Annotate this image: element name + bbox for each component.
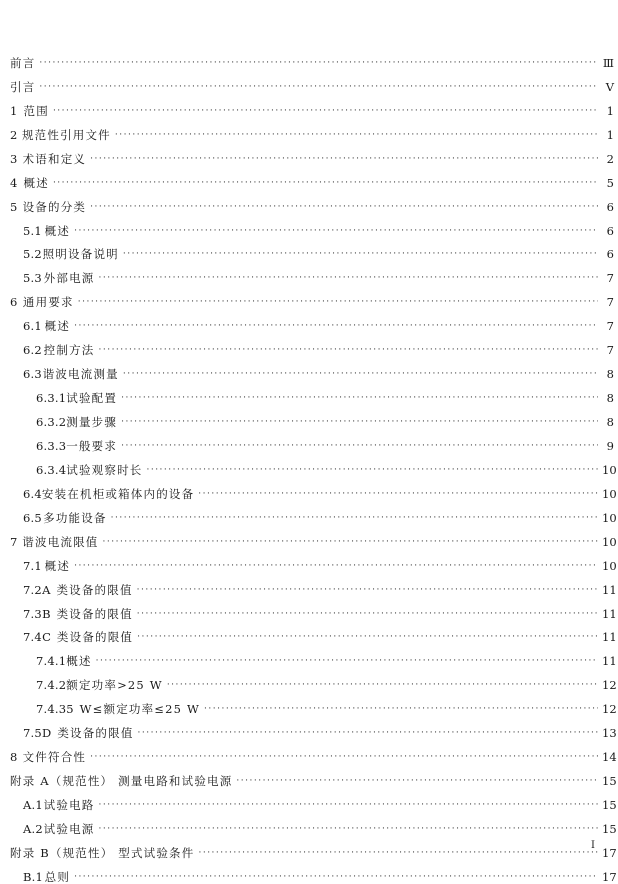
toc-entry-page: 11 <box>602 654 617 669</box>
toc-entry-page: 7 <box>606 343 614 358</box>
toc-entry-title: 总则 <box>44 869 71 884</box>
dot-leader <box>90 750 598 764</box>
toc-entry-title: 测量步骤 <box>66 415 118 429</box>
toc-entry-page: 1 <box>606 127 614 142</box>
toc-entry-number: 7.3 <box>23 606 42 621</box>
toc-entry-page: 1 <box>606 103 614 118</box>
dot-leader <box>137 583 598 597</box>
toc-entry-title: 文件符合性 <box>22 750 87 765</box>
toc-entry-title: 附录 B（规范性） 型式试验条件 <box>10 845 195 860</box>
dot-leader <box>96 654 598 668</box>
toc-entry[interactable] <box>10 597 617 621</box>
toc-entry-number: 6.5 <box>23 510 42 525</box>
toc-entry-page: 10 <box>602 510 617 525</box>
toc-entry-number: 6.3.2 <box>36 415 67 429</box>
dot-leader <box>90 152 598 166</box>
toc-entry[interactable] <box>10 405 614 429</box>
toc-entry-page: 14 <box>602 750 617 765</box>
toc-entry[interactable] <box>10 190 614 214</box>
toc-entry-page: 15 <box>602 774 617 789</box>
toc-entry-number: 5.2 <box>23 247 42 262</box>
dot-leader <box>115 128 598 142</box>
toc-entry-page: 12 <box>602 678 617 693</box>
toc-entry-title: 范围 <box>23 103 49 118</box>
dot-leader <box>98 822 598 836</box>
toc-entry-title: 额定功率>25 W <box>66 678 163 693</box>
toc-entry-title: 谐波电流测量 <box>42 367 119 382</box>
dot-leader <box>121 415 598 429</box>
dot-leader <box>167 678 598 692</box>
toc-entry-page: 12 <box>602 702 617 717</box>
dot-leader <box>236 774 598 788</box>
toc-entry-page: 10 <box>602 558 617 573</box>
toc-entry-title: 概述 <box>66 654 92 669</box>
toc-entry-title: A 类设备的限值 <box>42 582 133 597</box>
toc-entry-title: 前言 <box>10 55 36 70</box>
toc-entry[interactable] <box>10 573 617 597</box>
toc-entry[interactable] <box>10 549 617 573</box>
toc-entry-page: 11 <box>602 606 617 621</box>
toc-entry-title: 概述 <box>44 558 71 573</box>
toc-entry-title: 概述 <box>44 223 71 238</box>
dot-leader <box>98 798 598 812</box>
toc-entry-number: 4 <box>10 175 18 190</box>
dot-leader <box>111 511 598 525</box>
toc-entry[interactable] <box>10 525 617 549</box>
toc-entry-number: 8 <box>10 750 18 765</box>
toc-entry[interactable] <box>10 94 614 118</box>
dot-leader <box>98 271 598 285</box>
toc-entry-title: 控制方法 <box>43 343 95 358</box>
toc-entry-page: 6 <box>606 199 614 214</box>
toc-entry-number: 2 <box>10 127 18 142</box>
toc-entry-title: 一般要求 <box>66 438 118 453</box>
toc-entry-title: 5 W≤额定功率≤25 W <box>66 702 201 717</box>
toc-entry-title: 术语和定义 <box>22 151 87 166</box>
toc-entry-title: 试验电路 <box>43 798 95 812</box>
toc-entry[interactable] <box>10 285 614 309</box>
toc-entry-page: 17 <box>602 869 617 884</box>
dot-leader <box>137 630 598 644</box>
toc-entry-title: 照明设备说明 <box>42 247 119 262</box>
toc-entry-page: Ⅴ <box>605 79 614 94</box>
toc-entry-number: 5 <box>10 199 18 214</box>
toc-entry-title: 概述 <box>23 175 49 190</box>
toc-entry-number: 6 <box>10 295 18 310</box>
toc-entry-number: 6.3 <box>23 367 42 382</box>
toc-entry-page: 11 <box>602 630 617 645</box>
toc-entry[interactable] <box>10 668 617 693</box>
dot-leader <box>198 846 598 860</box>
dot-leader <box>138 726 598 740</box>
toc-entry-number: 7.2 <box>23 582 42 597</box>
toc-entry-number: 3 <box>10 151 18 166</box>
toc-entry[interactable] <box>10 333 614 357</box>
toc-entry-number: A.2 <box>23 821 43 836</box>
dot-leader <box>53 176 598 190</box>
toc-entry-page: 17 <box>602 845 617 860</box>
toc-entry-title: 附录 A（规范性） 测量电路和试验电源 <box>10 774 233 789</box>
toc-entry-number: 6.3.1 <box>36 391 67 406</box>
toc-entry[interactable] <box>10 70 614 94</box>
toc-entry-title: 试验配置 <box>66 391 118 406</box>
toc-entry[interactable] <box>10 46 614 70</box>
page-number: I <box>591 840 595 851</box>
dot-leader <box>123 367 598 381</box>
toc-entry[interactable] <box>10 740 617 765</box>
toc-entry[interactable] <box>10 788 617 812</box>
toc-entry-page: 13 <box>602 726 617 741</box>
toc-entry-title: 多功能设备 <box>43 510 107 525</box>
toc-entry-number: 6.4 <box>23 486 42 501</box>
dot-leader <box>98 343 598 357</box>
toc-entry[interactable] <box>10 118 614 142</box>
toc-entry[interactable] <box>10 166 614 190</box>
toc-entry-number: 6.1 <box>23 319 42 334</box>
toc-entry[interactable] <box>10 238 614 262</box>
toc-entry-number: A.1 <box>23 798 43 812</box>
toc-entry-page: 6 <box>606 247 614 262</box>
dot-leader <box>39 56 598 70</box>
toc-entry-page: 5 <box>606 175 614 190</box>
toc-entry-number: 6.3.4 <box>36 462 67 477</box>
toc-entry-title: C 类设备的限值 <box>42 630 134 645</box>
dot-leader <box>198 487 598 501</box>
toc-entry-number: 7.4.2 <box>36 678 67 693</box>
toc-entry-title: 规范性引用文件 <box>21 127 111 142</box>
toc-entry[interactable] <box>10 309 614 333</box>
toc-entry-number: 7.4.1 <box>36 654 67 669</box>
dot-leader <box>74 319 598 333</box>
toc-entry[interactable] <box>10 836 617 860</box>
toc-entry-page: 9 <box>606 438 614 453</box>
toc-entry-page: 8 <box>606 391 614 406</box>
toc-entry-page: 10 <box>602 486 617 501</box>
toc-entry-page: 10 <box>602 462 617 477</box>
toc-entry-number: 7.1 <box>23 558 42 573</box>
toc-entry[interactable] <box>10 477 617 501</box>
dot-leader <box>74 870 598 884</box>
toc-entry[interactable] <box>10 621 617 645</box>
toc-entry[interactable] <box>10 261 614 285</box>
dot-leader <box>74 559 598 573</box>
toc-entry-title: 设备的分类 <box>22 199 87 214</box>
toc-entry-page: 8 <box>606 367 614 382</box>
toc-entry[interactable] <box>10 501 617 525</box>
toc-entry-number: 7 <box>10 534 18 549</box>
dot-leader <box>53 104 598 118</box>
toc-entry[interactable] <box>10 812 617 836</box>
toc-entry-number: 6.2 <box>23 343 42 358</box>
toc-entry-page: 15 <box>602 821 617 836</box>
dot-leader <box>123 247 598 261</box>
toc-entry[interactable] <box>10 716 617 741</box>
toc-entry-page: 8 <box>606 415 614 429</box>
table-of-contents <box>10 46 617 884</box>
toc-entry-page: 2 <box>606 151 614 166</box>
toc-entry[interactable] <box>10 357 614 381</box>
toc-entry-page: 7 <box>606 295 614 310</box>
toc-entry-page: 7 <box>606 319 614 334</box>
toc-entry[interactable] <box>10 644 617 669</box>
toc-entry-number: 7.4.3 <box>36 702 67 717</box>
toc-entry-page: 6 <box>606 223 614 238</box>
dot-leader <box>103 535 599 549</box>
toc-entry[interactable] <box>10 692 617 717</box>
toc-entry[interactable] <box>10 142 614 166</box>
toc-entry-number: 7.4 <box>23 630 42 645</box>
dot-leader <box>78 295 598 309</box>
toc-entry-number: B.1 <box>23 869 44 884</box>
toc-entry-title: 谐波电流限值 <box>22 534 99 549</box>
toc-entry-page: 15 <box>602 798 617 812</box>
toc-entry[interactable] <box>10 214 614 238</box>
toc-entry[interactable] <box>10 764 617 789</box>
toc-entry-title: 引言 <box>10 79 36 94</box>
toc-entry[interactable] <box>10 453 617 477</box>
dot-leader <box>146 463 598 477</box>
toc-entry-number: 5.3 <box>23 271 42 286</box>
toc-entry-page: Ⅲ <box>602 55 614 70</box>
toc-entry[interactable] <box>10 429 614 453</box>
toc-entry-title: B 类设备的限值 <box>42 606 133 621</box>
dot-leader <box>137 607 598 621</box>
dot-leader <box>39 80 598 94</box>
toc-entry[interactable] <box>10 860 617 884</box>
toc-entry-number: 7.5 <box>23 726 42 741</box>
toc-entry-number: 6.3.3 <box>36 438 67 453</box>
toc-entry-number: 5.1 <box>23 223 42 238</box>
dot-leader <box>121 391 598 405</box>
toc-entry-title: D 类设备的限值 <box>42 726 134 741</box>
toc-entry[interactable] <box>10 381 614 405</box>
toc-entry-page: 7 <box>606 271 614 286</box>
toc-entry-page: 11 <box>602 582 617 597</box>
toc-entry-title: 安装在机柜或箱体内的设备 <box>41 486 195 501</box>
toc-entry-title: 外部电源 <box>43 271 95 286</box>
toc-entry-title: 试验观察时长 <box>66 462 143 477</box>
toc-entry-title: 试验电源 <box>43 821 95 836</box>
toc-entry-page: 10 <box>602 534 617 549</box>
toc-entry-number: 1 <box>10 103 18 118</box>
toc-entry-title: 概述 <box>44 319 71 334</box>
dot-leader <box>121 439 598 453</box>
dot-leader <box>90 200 598 214</box>
dot-leader <box>74 224 598 238</box>
toc-entry-title: 通用要求 <box>22 295 74 310</box>
dot-leader <box>204 702 598 716</box>
